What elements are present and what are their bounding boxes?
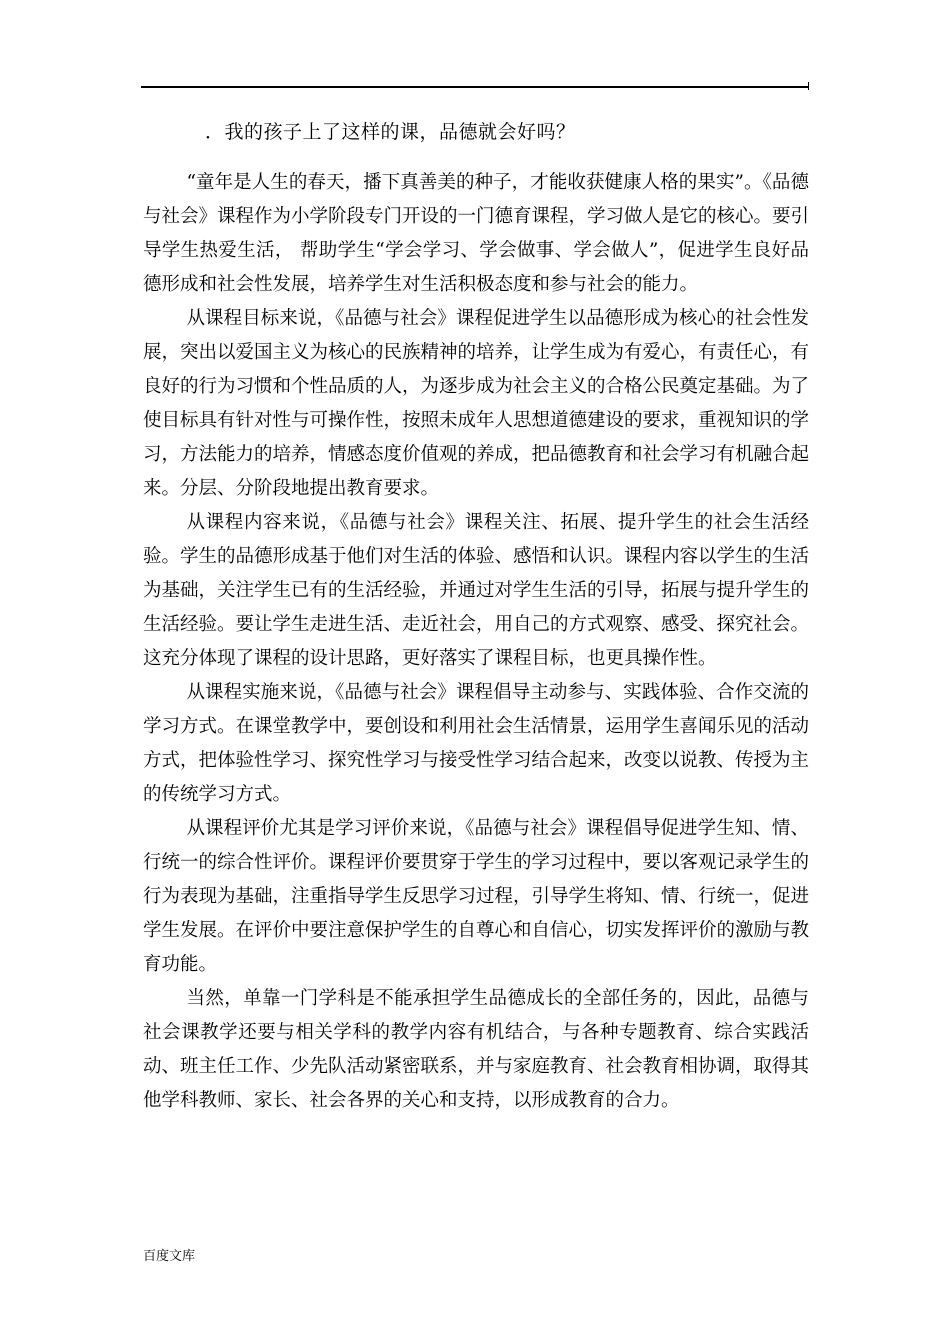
- paragraph-course-goals: 从课程目标来说，《品德与社会》课程促进学生以品德形成为核心的社会性发展，突出以爱国主义为核心的民族精神的培养，让学生成为有爱心，有责任心，有良好的行为习惯和个性品质的人，为逐步成为社会主义的合格公民奠定基础。为了使目标具有针对性与可操作性，按照未成年人思想道德建设的要求，重视知识的学习，方法能力的培养，情感态度价值观的养成，把品德教育和社会学习有机融合起来。分层、分阶段地提出教育要求。: [143, 308, 810, 499]
- paragraph-course-implementation: 从课程实施来说，《品德与社会》课程倡导主动参与、实践体验、合作交流的学习方式。在课堂教学中，要创设和利用社会生活情景，运用学生喜闻乐见的活动方式，把体验性学习、探究性学习与接受性学习结合起来，改变以说教、传授为主的传统学习方式。: [143, 682, 810, 805]
- paragraph-course-content: 从课程内容来说，《品德与社会》课程关注、拓展、提升学生的社会生活经验。学生的品德形成基于他们对生活的体验、感悟和认识。课程内容以学生的生活为基础，关注学生已有的生活经验，并通过对学生生活的引导，拓展与提升学生的生活经验。要让学生走进生活、走近社会，用自己的方式观察、感受、探究社会。这充分体现了课程的设计思路，更好落实了课程目标，也更具操作性。: [143, 512, 810, 669]
- footer-label: 百度文库: [143, 1249, 196, 1264]
- document-body: [143, 166, 809, 1118]
- header-rule: [141, 86, 809, 88]
- paragraph-conclusion: 当然，单靠一门学科是不能承担学生品德成长的全部任务的，因此，品德与社会课教学还要与相关学科的教学内容有机结合，与各种专题教育、综合实践活动、班主任工作、少先队活动紧密联系，并与家庭教育、社会教育相协调，取得其他学科教师、家长、社会各界的关心和支持，以形成教育的合力。: [143, 988, 810, 1111]
- header-rule-tick: [808, 82, 809, 90]
- paragraph-course-evaluation: 从课程评价尤其是学习评价来说，《品德与社会》课程倡导促进学生知、情、行统一的综合性评价。课程评价要贯穿于学生的学习过程中，要以客观记录学生的行为表现为基础，注重指导学生反思学习过程，引导学生将知、情、行统一，促进学生发展。在评价中要注意保护学生的自尊心和自信心，切实发挥评价的激励与教育功能。: [143, 818, 810, 975]
- paragraph-intro: “童年是人生的春天，播下真善美的种子，才能收获健康人格的果实”。《品德与社会》课程作为小学阶段专门开设的一门德育课程，学习做人是它的核心。要引导学生热爱生活， 帮助学生“学会学习、学会做事、学会做人”，促进学生良好品德形成和社会性发展，培养学生对生活积极态度和参与社会的能力。: [143, 172, 810, 295]
- section-title: ．我的孩子上了这样的课，品德就会好吗？: [205, 121, 576, 143]
